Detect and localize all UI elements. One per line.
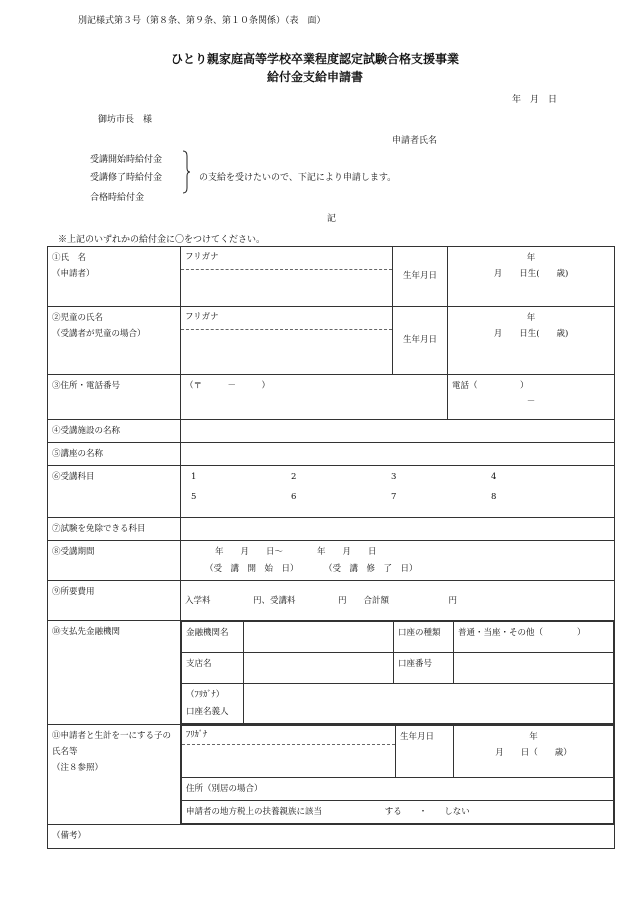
addressee: 御坊市長 様: [98, 115, 153, 125]
form-number: 別記様式第３号（第８条、第９条、第１０条関係）（表 面）: [78, 16, 326, 26]
furigana-line: フリガナ: [181, 247, 392, 270]
account-holder-label: （ﾌﾘｶﾞﾅ） 口座名義人: [182, 684, 244, 723]
benefit-type-1: 受講開始時給付金: [90, 155, 163, 165]
subjects-field[interactable]: 1 2 3 4 5 6 7 8: [181, 466, 615, 518]
applicant-birthdate[interactable]: 年 月 日生( 歳): [448, 247, 615, 307]
account-type-label: 口座の種類: [394, 622, 454, 653]
row-course: [48, 443, 615, 466]
request-text: の支給を受けたいので、下記により申請します。: [199, 173, 397, 183]
birthdate-label: 生年月日: [396, 725, 454, 777]
row-applicant-name: [48, 247, 615, 307]
row2-label: ②児童の氏名 （受講者が児童の場合）: [48, 307, 181, 375]
account-number-label: 口座番号: [394, 653, 454, 684]
household-birthdate[interactable]: 年 月 日（ 歳）: [454, 725, 614, 777]
application-table: [47, 246, 615, 849]
exempt-field[interactable]: [181, 518, 615, 541]
bank-name-field[interactable]: [244, 622, 394, 653]
course-field[interactable]: [181, 443, 615, 466]
applicant-name-field[interactable]: [181, 247, 393, 307]
facility-field[interactable]: [181, 420, 615, 443]
row-exempt: [48, 518, 615, 541]
row-child-household: [48, 724, 615, 824]
birthdate-label: 生年月日: [393, 307, 448, 375]
row-address: [48, 375, 615, 420]
benefit-type-3: 合格時給付金: [90, 193, 145, 203]
row-remarks: [48, 824, 615, 848]
household-subtable: [181, 725, 614, 824]
row3-label: ③住所・電話番号: [48, 375, 181, 420]
row-subjects: [48, 466, 615, 518]
bank-name-label: 金融機関名: [182, 622, 244, 653]
row5-label: ⑤講座の名称: [48, 443, 181, 466]
cost-field[interactable]: 入学料 円、受講料 円 合計額 円: [181, 581, 615, 621]
remarks-field[interactable]: （備考）: [48, 824, 615, 848]
child-birthdate[interactable]: 年 月 日生( 歳): [448, 307, 615, 375]
branch-label: 支店名: [182, 653, 244, 684]
account-number-field[interactable]: [454, 653, 614, 684]
postal-field[interactable]: （〒 － ）: [181, 375, 448, 420]
child-name-field[interactable]: [181, 307, 393, 375]
row10-label: ⑩支払先金融機関: [48, 621, 181, 724]
bank-subtable: [181, 621, 614, 723]
separate-address-field[interactable]: 住所（別居の場合）: [182, 777, 614, 800]
row8-label: ⑧受講期間: [48, 541, 181, 581]
applicant-name-label: 申請者氏名: [392, 136, 438, 146]
row-cost: [48, 581, 615, 621]
row-child-name: [48, 307, 615, 375]
row-period: [48, 541, 615, 581]
branch-field[interactable]: [244, 653, 394, 684]
phone-field[interactable]: 電話（ ） －: [448, 375, 615, 420]
row-facility: [48, 420, 615, 443]
date-field: 年 月 日: [512, 95, 558, 105]
period-field[interactable]: 年 月 日～ 年 月 日 （受 講 開 始 日） （受 講 修 了 日）: [181, 541, 615, 581]
dependent-field[interactable]: 申請者の地方税上の扶養親族に該当 する ・ しない: [182, 800, 614, 823]
furigana-line: フリガナ: [181, 307, 392, 330]
birthdate-label: 生年月日: [393, 247, 448, 307]
dependent-yes-no[interactable]: する ・ しない: [384, 806, 470, 817]
row11-label: ⑪申請者と生計を一にする子の氏名等 （注８参照）: [48, 724, 181, 824]
row9-label: ⑨所要費用: [48, 581, 181, 621]
circle-note: ※上記のいずれかの給付金に〇をつけてください。: [58, 235, 266, 245]
account-holder-field[interactable]: [244, 684, 614, 723]
benefit-type-2: 受講修了時給付金: [90, 173, 163, 183]
row6-label: ⑥受講科目: [48, 466, 181, 518]
title-line-2: 給付金支給申請書: [266, 70, 363, 84]
household-child-name-field[interactable]: ﾌﾘｶﾞﾅ: [182, 725, 396, 777]
ki-mark: 記: [327, 214, 337, 224]
account-type-options[interactable]: 普通・当座・その他（ ）: [454, 622, 614, 653]
row1-label: ①氏 名 （申請者）: [48, 247, 181, 307]
row4-label: ④受講施設の名称: [48, 420, 181, 443]
brace-icon: [182, 150, 190, 194]
row7-label: ⑦試験を免除できる科目: [48, 518, 181, 541]
title-line-1: ひとり親家庭高等学校卒業程度認定試験合格支援事業: [170, 52, 459, 66]
row-bank: [48, 621, 615, 724]
